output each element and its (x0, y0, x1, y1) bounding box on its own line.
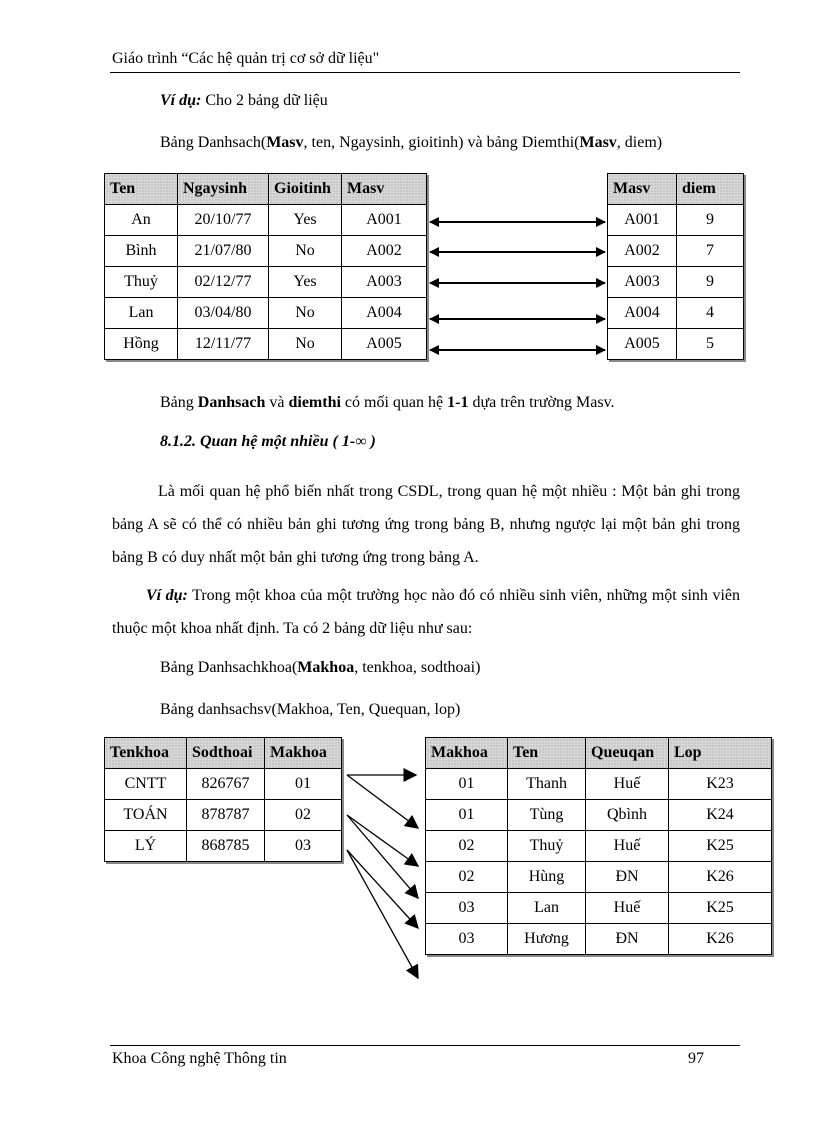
arrow-03-lan (347, 850, 418, 928)
table-cell: K23 (669, 769, 772, 800)
table-cell: 03 (426, 893, 508, 924)
table-cell: 20/10/77 (178, 205, 269, 236)
table-cell: Tùng (508, 800, 586, 831)
table-cell: 12/11/77 (178, 329, 269, 360)
arrow-02-hung (347, 815, 418, 898)
paragraph-definition: Là mối quan hệ phổ biến nhất trong CSDL, trong quan hệ một nhiều : Một bản ghi trong bảng A sẽ có thể có nhiều bản ghi tương ứng trong bảng B, nhưng ngược lại một bản ghi trong bảng B có duy nhất một bản ghi tương ứng trong bảng A. (112, 483, 740, 566)
example1-text: Cho 2 bảng dữ liệu (201, 92, 328, 109)
table-cell: 02/12/77 (178, 267, 269, 298)
table-cell: TOÁN (105, 800, 187, 831)
table-cell: No (269, 298, 342, 329)
table-cell: Huế (586, 893, 669, 924)
col-header: Masv (342, 174, 427, 205)
table-row (426, 862, 772, 893)
table-cell: 01 (265, 769, 342, 800)
table-cell: Hồng (105, 329, 178, 360)
table-cell: 01 (426, 769, 508, 800)
table-cell: Hương (508, 924, 586, 955)
table-cell: A005 (608, 329, 677, 360)
table-cell: 5 (677, 329, 744, 360)
schema2-prefix: Bảng Danhsachkhoa( (160, 659, 298, 676)
col-header: Ten (105, 174, 178, 205)
table-cell: 03 (265, 831, 342, 862)
arrow-01-tung (347, 775, 418, 828)
page-header-title: Giáo trình “Các hệ quản trị cơ sở dữ liệu" (112, 50, 380, 67)
example1-label: Ví dụ: (160, 92, 202, 109)
table-cell: A003 (608, 267, 677, 298)
table-cell: 02 (265, 800, 342, 831)
table-cell: Bình (105, 236, 178, 267)
table-cell: ĐN (586, 924, 669, 955)
example2-paragraph (112, 579, 740, 645)
table-cell: LÝ (105, 831, 187, 862)
page-number: 97 (688, 1050, 704, 1067)
table-cell: CNTT (105, 769, 187, 800)
table-header-row (105, 738, 342, 769)
table-cell: An (105, 205, 178, 236)
col-header: Makhoa (265, 738, 342, 769)
schema-suffix: , diem) (616, 134, 663, 151)
table-cell: 878787 (187, 800, 265, 831)
table-cell: ĐN (586, 862, 669, 893)
table-row (426, 769, 772, 800)
col-header: Tenkhoa (105, 738, 187, 769)
schema-mid: , ten, Ngaysinh, gioitinh) và bảng Diemthi( (303, 134, 580, 151)
table-cell: 868785 (187, 831, 265, 862)
table-cell: 21/07/80 (178, 236, 269, 267)
table-cell: 02 (426, 831, 508, 862)
table-cell: Thanh (508, 769, 586, 800)
table-cell: Thuỷ (105, 267, 178, 298)
table-cell: K26 (669, 862, 772, 893)
table-header-row (426, 738, 772, 769)
schema2-suffix: , tenkhoa, sodthoai) (354, 659, 481, 676)
table-cell: K24 (669, 800, 772, 831)
table-cell: A001 (342, 205, 427, 236)
note-text: và (265, 394, 289, 411)
table-cell: 01 (426, 800, 508, 831)
table-cell: Lan (508, 893, 586, 924)
col-header: Ngaysinh (178, 174, 269, 205)
col-header: Ten (508, 738, 586, 769)
table-row (426, 831, 772, 862)
table-row (105, 800, 342, 831)
table-row (426, 893, 772, 924)
table-row (426, 924, 772, 955)
table-cell: A004 (608, 298, 677, 329)
col-header: diem (677, 174, 744, 205)
table-cell: 7 (677, 236, 744, 267)
note-text: có mối quan hệ (340, 394, 448, 411)
table-cell: No (269, 329, 342, 360)
arrow-03-huong (347, 850, 418, 978)
table-cell: 826767 (187, 769, 265, 800)
table-cell: Huế (586, 831, 669, 862)
table-cell: Huế (586, 769, 669, 800)
arrow-02-thuy (347, 815, 418, 866)
table-cell: K26 (669, 924, 772, 955)
table-cell: K25 (669, 893, 772, 924)
table-row (426, 800, 772, 831)
table-cell: A001 (608, 205, 677, 236)
table-cell: Qbình (586, 800, 669, 831)
table-danhsachsv (425, 737, 772, 955)
table-cell: A002 (608, 236, 677, 267)
example2-label: Ví dụ: (146, 587, 188, 604)
relation-note (160, 394, 615, 412)
table-cell: 03/04/80 (178, 298, 269, 329)
table-cell: Yes (269, 205, 342, 236)
table-cell: Hùng (508, 862, 586, 893)
footer-department: Khoa Công nghệ Thông tin (112, 1050, 287, 1067)
col-header: Lop (669, 738, 772, 769)
schema2-line2: Bảng danhsachsv(Makhoa, Ten, Quequan, lop) (160, 701, 461, 718)
table-cell: No (269, 236, 342, 267)
footer-divider (110, 1045, 740, 1046)
table-cell: A003 (342, 267, 427, 298)
col-header: Makhoa (426, 738, 508, 769)
schema-prefix: Bảng Danhsach( (160, 134, 267, 151)
table-cell: 02 (426, 862, 508, 893)
table-cell: K25 (669, 831, 772, 862)
table-cell: 4 (677, 298, 744, 329)
schema2-line1 (160, 659, 480, 677)
table-cell: A002 (342, 236, 427, 267)
schema-key-masv: Masv (266, 134, 304, 151)
table-cell: A004 (342, 298, 427, 329)
table-cell: 03 (426, 924, 508, 955)
table-danhsachkhoa (104, 737, 342, 862)
note-text: Bảng (160, 394, 198, 411)
note-bold-danhsach: Danhsach (197, 394, 266, 411)
col-header: Sodthoai (187, 738, 265, 769)
table-cell: Thuỷ (508, 831, 586, 862)
note-bold-1-1: 1-1 (447, 394, 469, 411)
example2-text: Trong một khoa của một trường học nào đó có nhiều sinh viên, những một sinh viên thuộc một khoa nhất định. Ta có 2 bảng dữ liệu như sau: (112, 587, 740, 637)
table-cell: 9 (677, 267, 744, 298)
section-heading: 8.1.2. Quan hệ một nhiều ( 1-∞ ) (160, 433, 376, 450)
table-cell: A005 (342, 329, 427, 360)
note-text: dựa trên trường Masv. (468, 394, 615, 411)
col-header: Queuqan (586, 738, 669, 769)
schema2-key-makhoa: Makhoa (297, 659, 355, 676)
table-row (105, 831, 342, 862)
note-bold-diemthi: diemthi (288, 394, 341, 411)
table-cell: Lan (105, 298, 178, 329)
table-cell: 9 (677, 205, 744, 236)
col-header: Gioitinh (269, 174, 342, 205)
col-header: Masv (608, 174, 677, 205)
schema-key-masv-2: Masv (579, 134, 617, 151)
table-cell: Yes (269, 267, 342, 298)
table-row (105, 769, 342, 800)
